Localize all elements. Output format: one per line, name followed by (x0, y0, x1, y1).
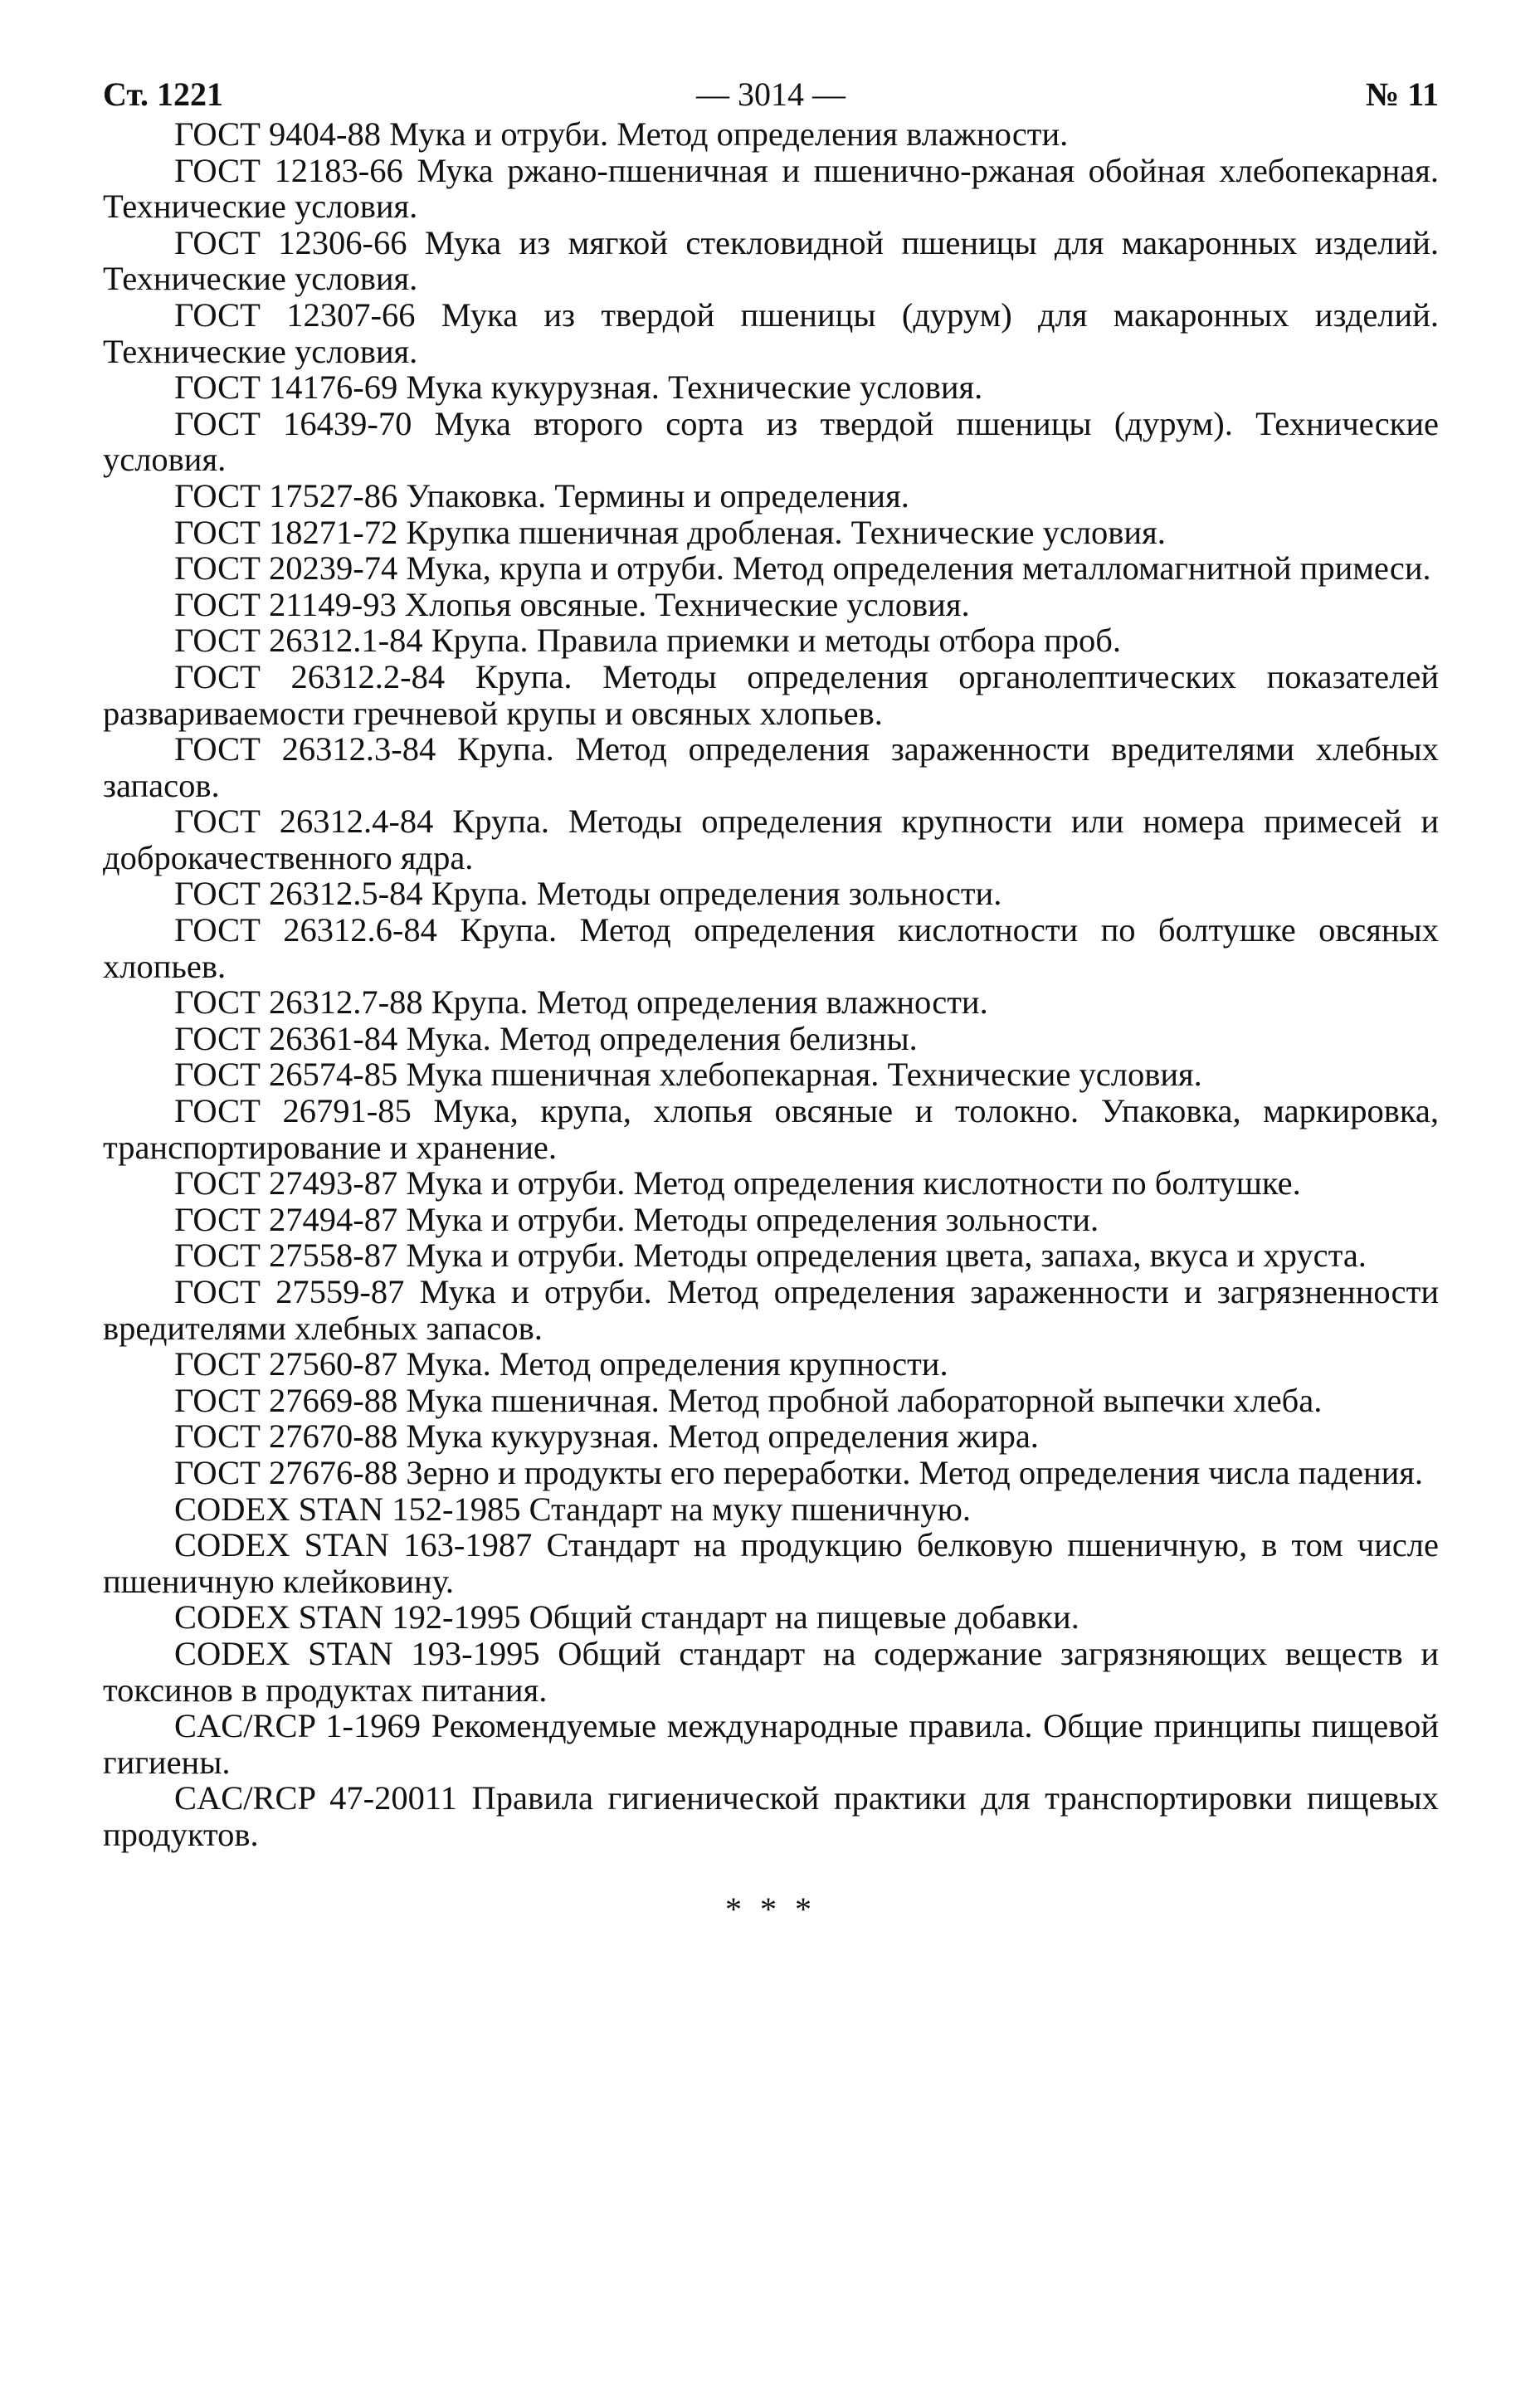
standard-entry: ГОСТ 20239-74 Мука, крупа и отруби. Метод определения металломагнитной примеси. (174, 549, 1431, 588)
standard-entry: ГОСТ 27559-87 Мука и отруби. Метод определения зараженности и загрязненности вредителями хлебных запасов. (103, 1273, 1439, 1347)
standard-entry: CODEX STAN 193-1995 Общий стандарт на содержание загрязняющих веществ и токсинов в продуктах питания. (103, 1634, 1439, 1709)
standard-entry: ГОСТ 26312.6-84 Крупа. Метод определения кислотности по болтушке овсяных хлопьев. (103, 911, 1439, 985)
standard-entry: ГОСТ 16439-70 Мука второго сорта из твердой пшеницы (дурум). Технические условия. (103, 404, 1439, 479)
standard-entry: ГОСТ 27669-88 Мука пшеничная. Метод пробной лабораторной выпечки хлеба. (174, 1381, 1323, 1419)
standard-entry: ГОСТ 27558-87 Мука и отруби. Методы определения цвета, запаха, вкуса и хруста. (174, 1237, 1367, 1275)
standard-entry: CAC/RCP 1-1969 Рекомендуемые международные правила. Общие принципы пищевой гигиены. (103, 1707, 1439, 1781)
standard-entry: ГОСТ 26312.2-84 Крупа. Методы определения органолептических показателей развариваемости гречневой крупы и овсяных хлопьев. (103, 657, 1439, 732)
standard-entry: CAC/RCP 47-20011 Правила гигиенической практики для транспортировки пищевых продуктов. (103, 1779, 1439, 1853)
standard-entry: ГОСТ 12307-66 Мука из твердой пшеницы (дурум) для макаронных изделий. Технические условия. (103, 295, 1439, 370)
standard-entry: ГОСТ 26361-84 Мука. Метод определения белизны. (174, 1019, 918, 1057)
standard-entry: CODEX STAN 152-1985 Стандарт на муку пшеничную. (174, 1490, 972, 1528)
standard-entry: ГОСТ 21149-93 Хлопья овсяные. Технические условия. (174, 585, 970, 623)
standard-entry: ГОСТ 17527-86 Упаковка. Термины и определения. (174, 476, 909, 515)
document-page (103, 70, 1439, 1928)
standard-entry: ГОСТ 26312.4-84 Крупа. Методы определения крупности или номера примесей и доброкачественного ядра. (103, 802, 1439, 876)
page-number: — 3014 — (696, 76, 846, 113)
standard-entry: ГОСТ 26791-85 Мука, крупа, хлопья овсяные и толокно. Упаковка, маркировка, транспортирование и хранение. (103, 1092, 1439, 1166)
standard-entry: ГОСТ 12183-66 Мука ржано-пшеничная и пшенично-ржаная обойная хлебопекарная. Технические условия. (103, 151, 1439, 226)
standard-entry: ГОСТ 27493-87 Мука и отруби. Метод определения кислотности по болтушке. (174, 1164, 1301, 1202)
page-header (103, 70, 1439, 120)
standard-entry: ГОСТ 27494-87 Мука и отруби. Методы определения зольности. (174, 1200, 1099, 1238)
standard-entry: ГОСТ 26312.1-84 Крупа. Правила приемки и методы отбора проб. (174, 622, 1122, 660)
standard-entry: ГОСТ 26312.7-88 Крупа. Метод определения влажности. (174, 983, 988, 1022)
standard-entry: ГОСТ 27560-87 Мука. Метод определения крупности. (174, 1345, 948, 1383)
issue-number: № 11 (1366, 76, 1439, 113)
standard-entry: ГОСТ 26312.5-84 Крупа. Методы определения зольности. (174, 875, 1002, 913)
standard-entry: ГОСТ 26312.3-84 Крупа. Метод определения зараженности вредителями хлебных запасов. (103, 730, 1439, 804)
standard-entry: CODEX STAN 163-1987 Стандарт на продукцию белковую пшеничную, в том числе пшеничную клейковину. (103, 1526, 1439, 1600)
standard-entry: ГОСТ 14176-69 Мука кукурузная. Технические условия. (174, 368, 983, 407)
standard-entry: ГОСТ 26574-85 Мука пшеничная хлебопекарная. Технические условия. (174, 1056, 1202, 1094)
standard-entry: ГОСТ 9404-88 Мука и отруби. Метод определения влажности. (174, 115, 1069, 153)
standard-entry: ГОСТ 18271-72 Крупка пшеничная дробленая. Технические условия. (174, 513, 1166, 551)
standard-entry: ГОСТ 27670-88 Мука кукурузная. Метод определения жира. (174, 1417, 1039, 1456)
article-number: Ст. 1221 (103, 76, 223, 113)
standard-entry: CODEX STAN 192-1995 Общий стандарт на пищевые добавки. (174, 1598, 1079, 1637)
standards-list (103, 116, 1439, 1853)
standard-entry: ГОСТ 27676-88 Зерно и продукты его переработки. Метод определения числа падения. (174, 1453, 1424, 1491)
section-separator: * * * (725, 1890, 816, 1928)
standard-entry: ГОСТ 12306-66 Мука из мягкой стекловидной пшеницы для макаронных изделий. Технические условия. (103, 223, 1439, 298)
